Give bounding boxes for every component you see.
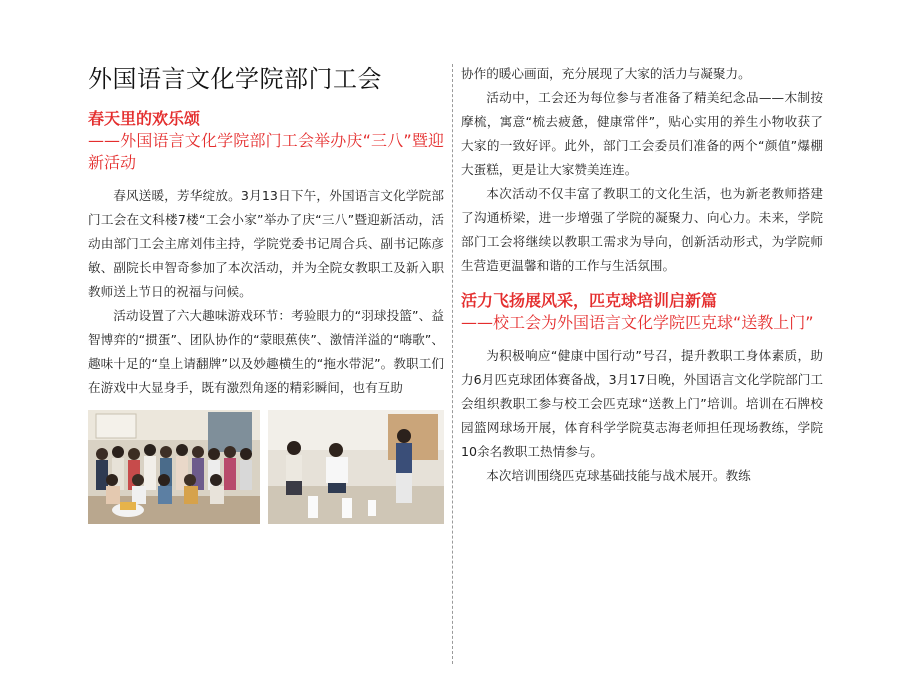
article1-paragraph-2: 活动设置了六大趣味游戏环节：考验眼力的“羽球投篮”、益智博弈的“掼蛋”、团队协作的“蒙眼蕉侠”、激情洋溢的“嗨歌”、趣味十足的“皇上请翻牌”以及妙趣横生的“拖水带泥”。教职工们在游戏中大显身手，既有激烈角逐的精彩瞬间，也有互助: [88, 308, 444, 395]
page-title: 外国语言文化学院部门工会: [88, 65, 382, 93]
article1-cont-paragraph-1: 协作的暖心画面，充分展现了大家的活力与凝聚力。: [461, 66, 751, 81]
column-divider: [452, 64, 453, 664]
left-column: [88, 62, 444, 524]
article1-title: 春天里的欢乐颂: [88, 109, 201, 128]
right-column: [461, 62, 823, 488]
article2-subtitle: ——校工会为外国语言文化学院匹克球“送教上门”: [461, 313, 814, 332]
activity-photo: [268, 410, 444, 524]
article1-paragraph-1: 春风送暖，芳华绽放。3月13日下午，外国语言文化学院部门工会在文科楼7楼“工会小家”举办了庆“三八”暨迎新活动，活动由部门工会主席刘伟主持，学院党委书记周合兵、副书记陈彦敏、副院长申智奇参加了本次活动，并为全院女教职工及新入职教师送上节日的祝福与问候。: [88, 188, 444, 299]
article2-paragraph-1: 为积极响应“健康中国行动”号召，提升教职工身体素质，助力6月匹克球团体赛备战，3月17日晚，外国语言文化学院部门工会组织教职工参与校工会匹克球“送教上门”培训。培训在石牌校园篮网球场开展，体育科学学院莫志海老师担任现场教练，学院10余名教职工热情参与。: [461, 348, 823, 459]
article1-cont-paragraph-2: 活动中，工会还为每位参与者准备了精美纪念品——木制按摩梳，寓意“梳去疲惫，健康常伴”，贴心实用的养生小物收获了大家的一致好评。此外，部门工会委员们准备的两个“颜值”爆棚大蛋糕，更是让大家赞美连连。: [461, 90, 823, 177]
article2-title: 活力飞扬展风采，匹克球培训启新篇: [461, 291, 718, 310]
group-photo: [88, 410, 260, 524]
article2-paragraph-2: 本次培训围绕匹克球基础技能与战术展开。教练: [486, 468, 751, 483]
photo-row: [88, 410, 444, 524]
article1-cont-paragraph-3: 本次活动不仅丰富了教职工的文化生活，也为新老教师搭建了沟通桥梁，进一步增强了学院的凝聚力、向心力。未来，学院部门工会将继续以教职工需求为导向，创新活动形式，为学院师生营造更温馨和谐的工作与生活氛围。: [461, 186, 823, 273]
article1-subtitle: ——外国语言文化学院部门工会举办庆“三八”暨迎新活动: [88, 131, 444, 172]
